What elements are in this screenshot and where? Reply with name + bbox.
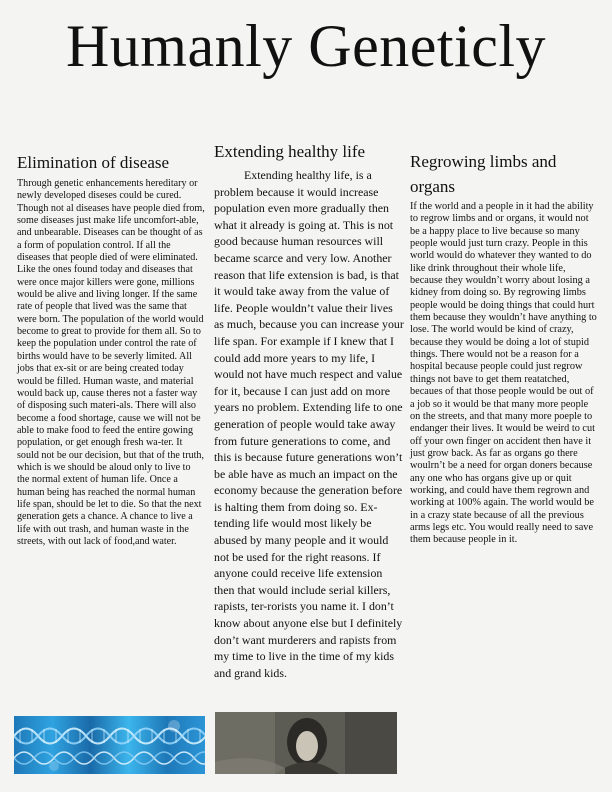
portrait-figure-icon (215, 712, 397, 774)
column-body: If the world and a people in it had the ability to regrow limbs and or organs, it would not be a happy place to live because so many people would just turn crazy. People in this world would do whatever they wanted to do like drink throughout their whole life, because they wouldn’t worry about losing a kidney from doing so. By regrowing limbs people would be doing things that could hurt them because they wouldn’t have anything to lose. The world would be kind of crazy, because they would be doing a lot of stupid things. There would not be a reason for a hospital because people could just regrow things not bave to get them reatatched, becaues of that those people would be out of a job so it would be that many more people on the streets, and that many more poeple to endanger their lives. It would be weird to cut off your own finger on accident then have it just grow back. As far as organs go there woulrn’t be a need for organ doners because any one who has organs give up or quit working, and could have them regrown and working at 100% again. The world would be in a crazy state because of all the previous arms legs etc. You would really need to save them because people in it. (410, 201, 597, 546)
article-column-healthy-life (214, 139, 404, 681)
page-title: Humanly Geneticly (65, 13, 547, 79)
column-body: Through genetic enhancements hereditary or newly developed diseses could be cured. Though not al diseases have people died from, some diseases just make life uncomfort-able, and unbearable. Diseases can be thought of as a form of population control. If all the diseases that people died of were eliminated. Like the ones found today and diseases that were once major killers were gone, millions would be alive and living longer. If the same rate of people that lived was the same that were born. The population of the world would become to great to provide for them all. So to keep the population under control the rate of births would have to be severly limited. All jobs that ex-sit or are being created today would be filled. Human waste, and material would back up, cause theres not a faster way of disposing such materi-als. There will also become a food shortage, cause we will not be able to make food to feed the entire gowing population, or get enough fresh wa-ter. It sould not be our decision, but that of the truth, which is we should be aloud only to live to the normal extent of human life. Once a human being has reached the normal human life span, should be let to die. So that the next generation gets a chance. A chance to live a life with out trash, and human waste in the streets, with out lack of food,and water. (17, 178, 205, 547)
column-heading: Extending healthy life (214, 142, 366, 161)
dna-helix-image (14, 716, 205, 774)
column-heading: Regrowing limbs and organs (410, 152, 557, 196)
portrait-photo (215, 712, 397, 774)
dna-helix-icon (14, 716, 205, 774)
article-column-regrowing (410, 149, 600, 547)
column-heading: Elimination of disease (17, 153, 170, 172)
article-column-disease (17, 150, 205, 548)
column-body: Extending healthy life, is a problem because it would increase population even more gradually then what it already is going at. This is not good because human resources will became scarce and very low. Another reason that life extension is bad, is that it would take away from the value of life. People wouldn’t value their lives as much, because you can increase your life span. For example if I knew that I could add more years to my life, I would not have much respect and value for it, because I can just add on more years no problem. Extending life to one generation of people would take away from future generations to come, and this is because future generations won’t be able have as much an impact on the economy because the generation before is halting them from doing so. Ex-tending life would most likely be abused by many people and it would not be used for the right reasons. If anyone could receive life extension then that would include serial killers, rapists, ter-rorists you name it. I don’t know about anyone else but I definitely don’t want murderers and rapists from my time to live in the time of my kids and grand kids. (214, 168, 404, 680)
